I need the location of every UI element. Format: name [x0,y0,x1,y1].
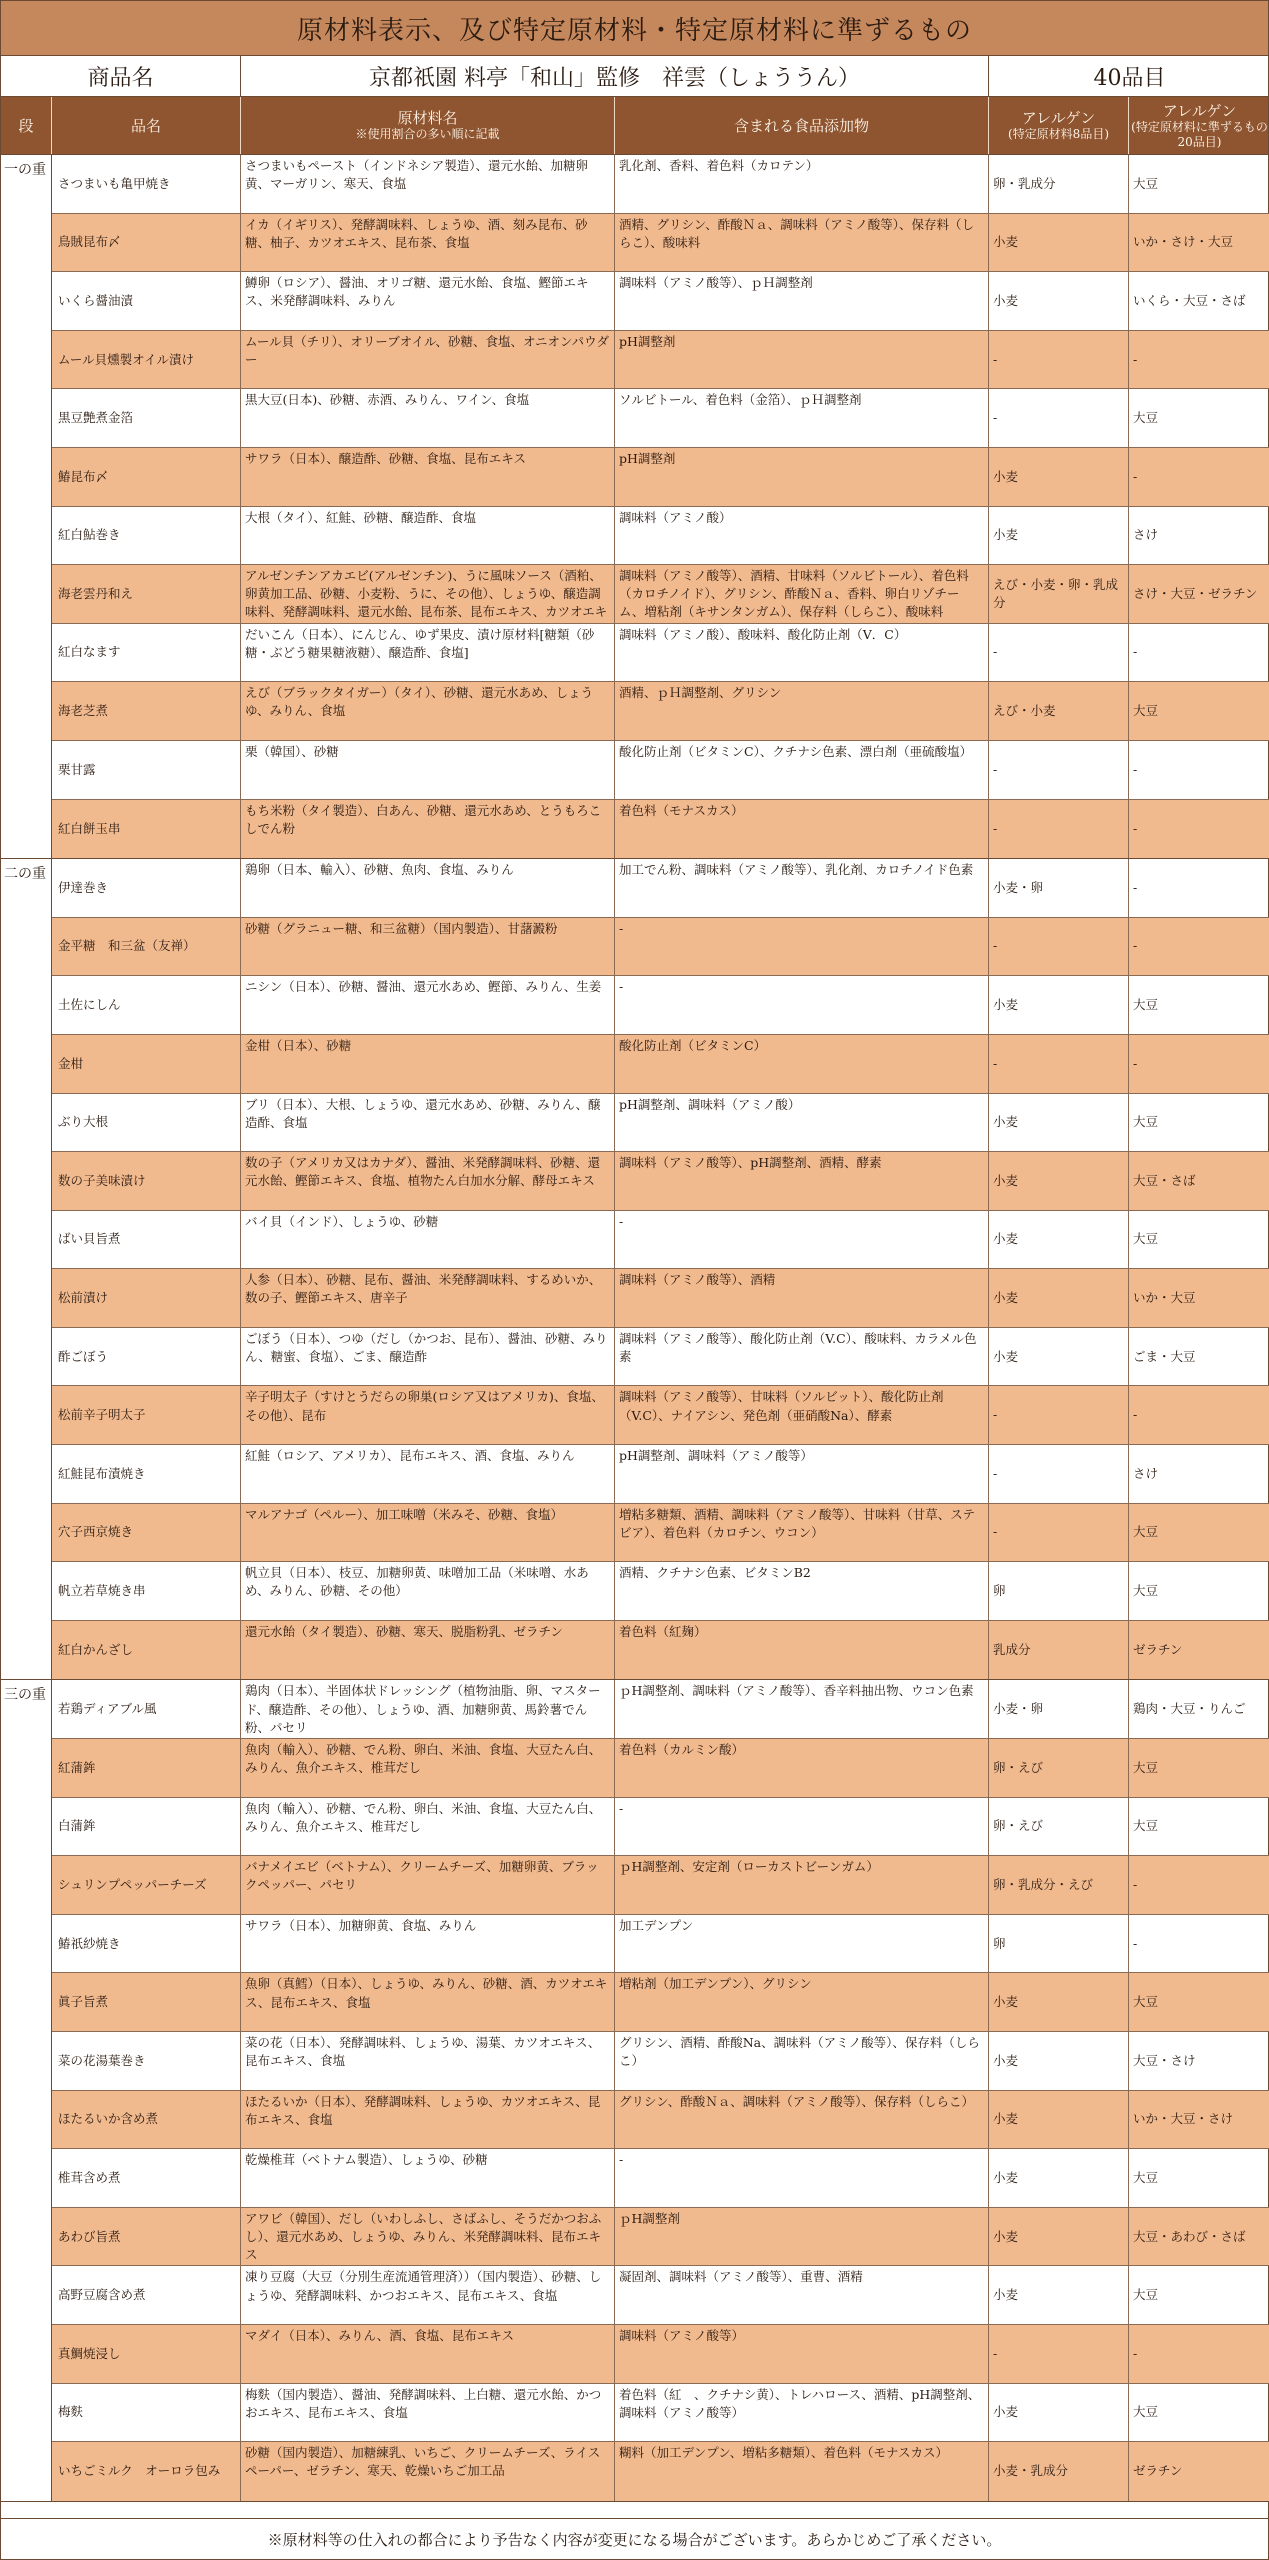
table-header [1,97,1268,155]
allergen-specific-cell: 小麦 [989,2149,1129,2207]
item-name-cell: 穴子西京焼き [52,1504,241,1562]
tier-rows [52,155,1269,858]
item-name-cell: 金柑 [52,1035,241,1093]
table-row [52,1269,1269,1328]
allergen-specific-cell: えび・小麦 [989,682,1129,740]
tier-label: 二の重 [1,859,52,1679]
allergen-equivalent-cell: 大豆 [1133,1818,1159,1834]
materials-cell: 大根（タイ）、紅鮭、砂糖、醸造酢、食塩 [241,507,615,565]
materials-cell: 砂糖（グラニュー糖、和三盆糖）（国内製造）、甘藷澱粉 [241,918,615,976]
allergen-equivalent-cell: 大豆 [1133,1759,1159,1775]
table-row [52,331,1269,390]
materials-cell: マダイ（日本）、みりん、酒、食塩、昆布エキス [241,2325,615,2383]
allergen-equivalent-cell: 大豆・さば [1133,1172,1196,1188]
table-row [52,2208,1269,2267]
allergen-specific-cell: 小麦 [989,214,1129,272]
header-allergen-specific [989,97,1129,154]
table-row [52,2266,1269,2325]
item-name-cell: 紅鮭昆布漬焼き [52,1445,241,1503]
item-name-cell: 松前漬け [52,1269,241,1327]
table-row [52,2384,1269,2443]
allergen-specific-cell: - [989,2325,1129,2383]
allergen-equivalent-cell: 大豆 [1133,1114,1159,1130]
materials-cell: ほたるいか（日本）、発酵調味料、しょうゆ、カツオエキス、昆布エキス、食塩 [241,2091,615,2149]
allergen-equivalent-cell: - [1133,1407,1138,1423]
allergen-equivalent-cell: 大豆 [1133,2287,1159,2303]
materials-cell: ムール貝（チリ）、オリーブオイル、砂糖、食塩、オニオンパウダー [241,331,615,389]
additives-cell: - [615,1798,989,1856]
item-name-cell: 菜の花湯葉巻き [52,2032,241,2090]
allergen-equivalent-cell: - [1133,938,1138,954]
materials-cell: 乾燥椎茸（ベトナム製造）、しょうゆ、砂糖 [241,2149,615,2207]
allergen-equivalent-cell: いか・大豆・さけ [1133,2111,1234,2127]
item-name-cell: 梅麩 [52,2384,241,2442]
allergen-specific-cell: - [989,624,1129,682]
additives-cell: 調味料（アミノ酸等）、ｐＨ調整剤 [615,272,989,330]
tier-group [1,1680,1268,2501]
item-name-cell: 鰆祇紗焼き [52,1915,241,1973]
table-row [52,1798,1269,1857]
item-name-cell: 黒豆艶煮金箔 [52,389,241,447]
footer-note: ※原材料等の仕入れの都合により予告なく内容が変更になる場合がございます。あらかじめご了承ください。 [1,2518,1268,2559]
additives-cell: 調味料（アミノ酸等） [615,2325,989,2383]
additives-cell: ｐH調整剤、調味料（アミノ酸等）、香辛料抽出物、ウコン色素 [615,1680,989,1738]
materials-cell: ごぼう（日本）、つゆ（だし（かつお、昆布）、醤油、砂糖、みりん、糖蜜、食塩）、ごま、醸造酢 [241,1328,615,1386]
header-materials-note: ※使用割合の多い順に記載 [355,127,500,142]
table-row [52,682,1269,741]
tier-group [1,859,1268,1680]
item-name-cell: 高野豆腐含め煮 [52,2266,241,2324]
table-row [52,1152,1269,1211]
materials-cell: イカ（イギリス）、発酵調味料、しょうゆ、酒、刻み昆布、砂糖、柚子、カツオエキス、昆布茶、食塩 [241,214,615,272]
table-row [52,448,1269,507]
allergen-equivalent-cell: - [1133,879,1138,895]
table-row [52,2032,1269,2091]
allergen-equivalent-cell: - [1133,1876,1138,1892]
allergen-equivalent-cell: さけ [1133,1465,1159,1481]
additives-cell: 糊料（加工デンプン、増粘多糖類）、着色料（モナスカス） [615,2442,989,2501]
materials-cell: 紅鮭（ロシア、アメリカ）、昆布エキス、酒、食塩、みりん [241,1445,615,1503]
allergen-specific-cell: 卵・乳成分 [989,155,1129,213]
table-row [52,2091,1269,2150]
additives-cell: pH調整剤 [615,331,989,389]
product-label: 商品名 [1,56,241,96]
additives-cell: 調味料（アミノ酸等）、甘味料（ソルビット）、酸化防止剤（V.C）、ナイアシン、発色剤（亜硝酸Na）、酵素 [615,1386,989,1444]
allergen-specific-cell: 小麦 [989,1973,1129,2031]
allergen-specific-cell: 小麦 [989,2032,1129,2090]
materials-cell: ニシン（日本）、砂糖、醤油、還元水あめ、鰹節、みりん、生姜 [241,976,615,1034]
additives-cell: 着色料（紅麹） [615,1621,989,1680]
allergen-specific-cell: - [989,918,1129,976]
additives-cell: 酒精、グリシン、酢酸Ｎａ、調味料（アミノ酸等）、保存料（しらこ）、酸味料 [615,214,989,272]
table-row [52,155,1269,214]
item-name-cell: 鳥賊昆布〆 [52,214,241,272]
header-item-label: 品名 [130,116,161,135]
additives-cell: 調味料（アミノ酸等）、pH調整剤、酒精、酵素 [615,1152,989,1210]
additives-cell: 乳化剤、香料、着色料（カロテン） [615,155,989,213]
item-name-cell: 紅白かんざし [52,1621,241,1680]
allergen-specific-cell: 小麦 [989,272,1129,330]
table-row [52,859,1269,918]
materials-cell: 黒大豆(日本)、砂糖、赤酒、みりん、ワイン、食塩 [241,389,615,447]
allergen-equivalent-cell: - [1133,351,1138,367]
materials-cell: 栗（韓国）、砂糖 [241,741,615,799]
header-allergen-equivalent [1129,97,1269,154]
table-row [52,565,1269,624]
item-name-cell: ムール貝燻製オイル漬け [52,331,241,389]
additives-cell: 着色料（モナスカス） [615,800,989,859]
allergen-specific-cell: - [989,1035,1129,1093]
table-row [52,2325,1269,2384]
materials-cell: サワラ（日本）、加糖卵黄、食塩、みりん [241,1915,615,1973]
item-name-cell: あわび旨煮 [52,2208,241,2266]
additives-cell: - [615,2149,989,2207]
table-row [52,1562,1269,1621]
additives-cell: 酒精、クチナシ色素、ビタミンB2 [615,1562,989,1620]
header-allergen1-label: アレルゲン [1021,109,1096,128]
header-allergen2-sub: (特定原材料に準ずるもの20品目) [1131,120,1268,149]
allergen-specific-cell: 小麦 [989,2384,1129,2442]
allergen-specific-cell: 小麦 [989,507,1129,565]
product-count: 40品目 [1093,65,1166,91]
materials-cell: さつまいもペースト（インドネシア製造）、還元水飴、加糖卵黄、マーガリン、寒天、食塩 [241,155,615,213]
additives-cell: pH調整剤 [615,448,989,506]
allergen-specific-cell: 卵 [989,1562,1129,1620]
item-name-cell: 海老雲丹和え [52,565,241,623]
allergen-specific-cell: - [989,331,1129,389]
item-name-cell: 栗甘露 [52,741,241,799]
header-materials [241,97,615,154]
header-allergen2-label: アレルゲン [1162,102,1237,121]
allergen-specific-cell: - [989,1445,1129,1503]
materials-cell: バナメイエビ（ベトナム）、クリームチーズ、加糖卵黄、ブラックペッパー、パセリ [241,1856,615,1914]
table-row [52,741,1269,800]
additives-cell: - [615,976,989,1034]
item-name-cell: 眞子旨煮 [52,1973,241,2031]
table-row [52,1445,1269,1504]
table-row [52,1856,1269,1915]
table-row [52,2442,1269,2501]
allergen-specific-cell: 小麦 [989,1152,1129,1210]
allergen-equivalent-cell: 大豆 [1133,2169,1159,2185]
allergen-specific-cell: 卵・乳成分・えび [989,1856,1129,1914]
materials-cell: 鶏卵（日本、輸入）、砂糖、魚肉、食塩、みりん [241,859,615,917]
table-row [52,918,1269,977]
materials-cell: 人参（日本）、砂糖、昆布、醤油、米発酵調味料、するめいか、数の子、鰹節エキス、唐辛子 [241,1269,615,1327]
table-body [1,155,1268,2518]
allergen-equivalent-cell: さけ・大豆・ゼラチン [1133,585,1258,601]
materials-cell: 魚肉（輸入）、砂糖、でん粉、卵白、米油、食塩、大豆たん白、みりん、魚介エキス、椎茸だし [241,1739,615,1797]
additives-cell: ｐH調整剤 [615,2208,989,2266]
allergen-specific-cell: 小麦 [989,1094,1129,1152]
allergen-equivalent-cell: 大豆・あわび・さば [1133,2228,1246,2244]
additives-cell: pH調整剤、調味料（アミノ酸） [615,1094,989,1152]
item-name-cell: シュリンプペッパーチーズ [52,1856,241,1914]
allergen-equivalent-cell: 大豆 [1133,175,1159,191]
allergen-specific-cell: - [989,800,1129,859]
additives-cell: 増粘多糖類、酒精、調味料（アミノ酸等）、甘味料（甘草、ステビア）、着色料（カロチン、ウコン） [615,1504,989,1562]
allergen-equivalent-cell: さけ [1133,527,1159,543]
table-row [52,1973,1269,2032]
tier-rows [52,859,1269,1679]
table-row [52,1035,1269,1094]
table-row [52,272,1269,331]
materials-cell: 数の子（アメリカ又はカナダ）、醤油、米発酵調味料、砂糖、還元水飴、鰹節エキス、食塩、植物たん白加水分解、酵母エキス [241,1152,615,1210]
item-name-cell: 金平糖 和三盆（友禅） [52,918,241,976]
product-name: 京都祇園 料亭「和山」監修 祥雲（しょううん） [241,56,989,96]
additives-cell: 調味料（アミノ酸）、酸味料、酸化防止剤（V．C） [615,624,989,682]
item-name-cell: 椎茸含め煮 [52,2149,241,2207]
item-name-cell: ほたるいか含め煮 [52,2091,241,2149]
materials-cell: サワラ（日本）、醸造酢、砂糖、食塩、昆布エキス [241,448,615,506]
allergen-specific-cell: 小麦 [989,1269,1129,1327]
item-name-cell: 数の子美味漬け [52,1152,241,1210]
allergen-specific-cell: - [989,741,1129,799]
allergen-equivalent-cell: 鶏肉・大豆・りんご [1133,1701,1246,1717]
allergen-specific-cell: 小麦・卵 [989,859,1129,917]
table-row [52,389,1269,448]
item-name-cell: 鰆昆布〆 [52,448,241,506]
table-row [52,800,1269,859]
additives-cell: - [615,918,989,976]
allergen-equivalent-cell: - [1133,1935,1138,1951]
additives-cell: - [615,1211,989,1269]
materials-cell: 還元水飴（タイ製造）、砂糖、寒天、脱脂粉乳、ゼラチン [241,1621,615,1680]
additives-cell: 酸化防止剤（ビタミンC） [615,1035,989,1093]
allergen-specific-cell: 小麦 [989,1328,1129,1386]
allergen-specific-cell: - [989,389,1129,447]
allergen-equivalent-cell: - [1133,2345,1138,2361]
table-row [52,507,1269,566]
header-materials-label: 原材料名 [397,109,458,128]
table-row [52,1915,1269,1974]
item-name-cell: 若鶏ディアブル風 [52,1680,241,1738]
table-row [52,1680,1269,1739]
materials-cell: だいこん（日本）、にんじん、ゆず果皮、漬け原材料[糖類（砂糖・ぶどう糖果糖液糖）、醸造酢、食塩] [241,624,615,682]
product-row [1,56,1268,97]
page-title: 原材料表示、及び特定原材料・特定原材料に準ずるもの [1,1,1268,56]
allergen-specific-cell: 小麦 [989,2208,1129,2266]
materials-cell: 鶏肉（日本）、半固体状ドレッシング（植物油脂、卵、マスタード、醸造酢、その他）、しょうゆ、酒、加糖卵黄、馬鈴薯でん粉、パセリ [241,1680,615,1738]
header-allergen1-sub: (特定原材料8品目) [1008,127,1109,142]
materials-cell: 魚肉（輸入）、砂糖、でん粉、卵白、米油、食塩、大豆たん白、みりん、魚介エキス、椎茸だし [241,1798,615,1856]
materials-cell: 凍り豆腐（大豆（分別生産流通管理済））（国内製造）、砂糖、しょうゆ、発酵調味料、かつおエキス、昆布エキス、食塩 [241,2266,615,2324]
allergen-equivalent-cell: 大豆 [1133,997,1159,1013]
item-name-cell: 酢ごぼう [52,1328,241,1386]
materials-cell: 金柑（日本）、砂糖 [241,1035,615,1093]
allergen-equivalent-cell: - [1133,820,1138,836]
additives-cell: 酒精、ｐＨ調整剤、グリシン [615,682,989,740]
header-additives-label: 含まれる食品添加物 [733,116,869,135]
tier-group [1,155,1268,859]
allergen-specific-cell: 小麦 [989,2266,1129,2324]
table-row [52,1621,1269,1680]
allergen-specific-cell: 小麦・卵 [989,1680,1129,1738]
allergen-equivalent-cell: いくら・大豆・さば [1133,292,1246,308]
allergen-equivalent-cell: ゼラチン [1133,2463,1183,2479]
allergen-equivalent-cell: - [1133,1055,1138,1071]
allergen-specific-cell: 小麦・乳成分 [989,2442,1129,2501]
allergen-equivalent-cell: 大豆 [1133,1994,1159,2010]
table-row [52,214,1269,273]
materials-cell: アルゼンチンアカエビ(アルゼンチン)、うに風味ソース（酒粕、卵黄加工品、砂糖、小麦粉、うに、その他）、しょうゆ、醸造調味料、発酵調味料、還元水飴、昆布茶、昆布エキス、カツオエキ [241,565,615,623]
header-tier [1,97,52,154]
additives-cell: 調味料（アミノ酸等）、酸化防止剤（V.C）、酸味料、カラメル色素 [615,1328,989,1386]
allergen-specific-cell: 卵 [989,1915,1129,1973]
additives-cell: 調味料（アミノ酸等）、酒精、甘味料（ソルビトール）、着色料（カロチノイド）、グリシン、酢酸Ｎａ、香料、卵白リゾチーム、増粘剤（キサンタンガム）、保存料（しらこ）、酸味料 [615,565,989,623]
allergen-specific-cell: - [989,1504,1129,1562]
item-name-cell: 紅白なます [52,624,241,682]
allergen-equivalent-cell: いか・大豆 [1133,1290,1196,1306]
materials-cell: えび（ブラックタイガー）（タイ）、砂糖、還元水あめ、しょうゆ、みりん、食塩 [241,682,615,740]
header-tier-label: 段 [18,116,34,135]
additives-cell: pH調整剤、調味料（アミノ酸等） [615,1445,989,1503]
additives-cell: 凝固剤、調味料（アミノ酸等）、重曹、酒精 [615,2266,989,2324]
allergen-specific-cell: 卵・えび [989,1739,1129,1797]
additives-cell: 着色料（紅 、クチナシ黄）、トレハロース、酒精、pH調整剤、調味料（アミノ酸等） [615,2384,989,2442]
item-name-cell: 真鯛焼浸し [52,2325,241,2383]
table-row [52,624,1269,683]
item-name-cell: 紅白餅玉串 [52,800,241,859]
allergen-specific-cell: えび・小麦・卵・乳成分 [989,565,1129,623]
materials-cell: 魚卵（真鱈）（日本）、しょうゆ、みりん、砂糖、酒、カツオエキス、昆布エキス、食塩 [241,1973,615,2031]
additives-cell: 調味料（アミノ酸） [615,507,989,565]
allergen-specific-cell: 小麦 [989,448,1129,506]
allergen-specific-cell: 乳成分 [989,1621,1129,1680]
materials-cell: ブリ（日本）、大根、しょうゆ、還元水あめ、砂糖、みりん、醸造酢、食塩 [241,1094,615,1152]
allergen-equivalent-cell: 大豆・さけ [1133,2052,1196,2068]
allergen-equivalent-cell: ごま・大豆 [1133,1348,1196,1364]
item-name-cell: いちごミルク オーロラ包み [52,2442,241,2501]
additives-cell: 酸化防止剤（ビタミンC）、クチナシ色素、漂白剤（亜硫酸塩） [615,741,989,799]
allergen-equivalent-cell: 大豆 [1133,410,1159,426]
allergen-specific-cell: 小麦 [989,2091,1129,2149]
item-name-cell: 紅蒲鉾 [52,1739,241,1797]
allergen-equivalent-cell: ゼラチン [1133,1642,1183,1658]
item-name-cell: 海老芝煮 [52,682,241,740]
materials-cell: 鱒卵（ロシア）、醤油、オリゴ糖、還元水飴、食塩、鰹節エキス、米発酵調味料、みりん [241,272,615,330]
tier-label: 一の重 [1,155,52,858]
table-row [52,1328,1269,1387]
table-row [52,1504,1269,1563]
allergen-equivalent-cell: - [1133,468,1138,484]
table-row [52,1094,1269,1153]
materials-cell: マルアナゴ（ペルー）、加工味噌（米みそ、砂糖、食塩） [241,1504,615,1562]
additives-cell: 加工デンプン [615,1915,989,1973]
table-row [52,1739,1269,1798]
allergen-equivalent-cell: 大豆 [1133,1524,1159,1540]
item-name-cell: 白蒲鉾 [52,1798,241,1856]
item-name-cell: 松前辛子明太子 [52,1386,241,1444]
materials-cell: 菜の花（日本）、発酵調味料、しょうゆ、湯葉、カツオエキス、昆布エキス、食塩 [241,2032,615,2090]
tier-rows [52,1680,1269,2500]
item-name-cell: 紅白鮎巻き [52,507,241,565]
materials-cell: アワビ（韓国）、だし（いわしふし、さばふし、そうだかつおふし）、還元水あめ、しょうゆ、みりん、米発酵調味料、昆布エキス [241,2208,615,2266]
allergen-equivalent-cell: 大豆 [1133,2404,1159,2420]
allergen-equivalent-cell: - [1133,761,1138,777]
item-name-cell: さつまいも亀甲焼き [52,155,241,213]
table-row [52,976,1269,1035]
allergen-equivalent-cell: いか・さけ・大豆 [1133,234,1234,250]
header-item [52,97,241,154]
allergen-specific-cell: - [989,1386,1129,1444]
table-row [52,2149,1269,2208]
tier-label: 三の重 [1,1680,52,2500]
allergen-specific-cell: 小麦 [989,1211,1129,1269]
additives-cell: 加工でん粉、調味料（アミノ酸等）、乳化剤、カロチノイド色素 [615,859,989,917]
allergen-equivalent-cell: - [1133,644,1138,660]
materials-cell: 梅麩（国内製造）、醤油、発酵調味料、上白糖、還元水飴、かつおエキス、昆布エキス、食塩 [241,2384,615,2442]
materials-cell: もち米粉（タイ製造）、白あん、砂糖、還元水あめ、とうもろこしでん粉 [241,800,615,859]
allergen-equivalent-cell: 大豆 [1133,1231,1159,1247]
table-row [52,1386,1269,1445]
additives-cell: 調味料（アミノ酸等）、酒精 [615,1269,989,1327]
allergen-specific-cell: 小麦 [989,976,1129,1034]
materials-cell: 帆立貝（日本）、枝豆、加糖卵黄、味噌加工品（米味噌、水あめ、みりん、砂糖、その他） [241,1562,615,1620]
item-name-cell: ぶり大根 [52,1094,241,1152]
additives-cell: グリシン、酢酸Ｎａ、調味料（アミノ酸等）、保存料（しらこ） [615,2091,989,2149]
header-additives [615,97,989,154]
allergen-specific-cell: 卵・えび [989,1798,1129,1856]
item-name-cell: 帆立若草焼き串 [52,1562,241,1620]
materials-cell: 砂糖（国内製造）、加糖練乳、いちご、クリームチーズ、ライスペーパー、ゼラチン、寒天、乾燥いちご加工品 [241,2442,615,2501]
item-name-cell: ばい貝旨煮 [52,1211,241,1269]
additives-cell: 増粘剤（加工デンプン）、グリシン [615,1973,989,2031]
additives-cell: ソルビトール、着色料（金箔）、ｐＨ調整剤 [615,389,989,447]
allergen-equivalent-cell: 大豆 [1133,1582,1159,1598]
additives-cell: グリシン、酒精、酢酸Na、調味料（アミノ酸等）、保存料（しらこ） [615,2032,989,2090]
item-name-cell: 伊達巻き [52,859,241,917]
materials-cell: バイ貝（インド）、しょうゆ、砂糖 [241,1211,615,1269]
item-name-cell: 土佐にしん [52,976,241,1034]
additives-cell: ｐH調整剤、安定剤（ローカストビーンガム） [615,1856,989,1914]
table-row [52,1211,1269,1270]
allergen-equivalent-cell: 大豆 [1133,703,1159,719]
materials-cell: 辛子明太子（すけとうだらの卵巣(ロシア又はアメリカ)、食塩、その他）、昆布 [241,1386,615,1444]
item-name-cell: いくら醤油漬 [52,272,241,330]
additives-cell: 着色料（カルミン酸） [615,1739,989,1797]
